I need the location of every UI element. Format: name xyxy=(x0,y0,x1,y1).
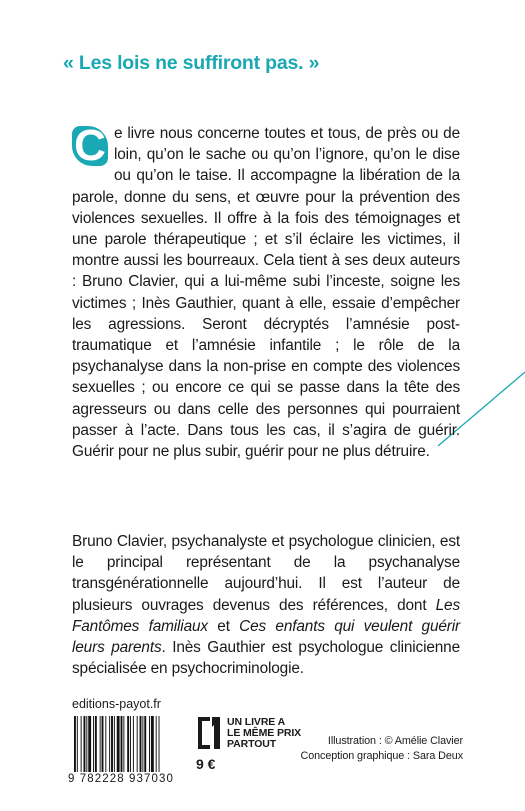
book-title-1: Les Fantômes familiaux xyxy=(72,596,460,635)
illustration-credit: Illustration : © Amélie Clavier xyxy=(327,735,463,747)
same-price-label xyxy=(227,717,301,750)
book-title-2: Ces enfants qui veulent guérir leurs parents xyxy=(72,617,460,657)
drop-cap: C xyxy=(72,126,108,166)
author-bio-text-1: Bruno Clavier, psychanalyste et psychologue clinicien, est le principal représentant de la psychanalyse transgénérationnelle aujourd’hui. Il est l’auteur de plusieurs ouvrages devenus des références, dont xyxy=(72,533,460,614)
same-price-line-3: PARTOUT xyxy=(227,738,277,750)
design-credit: Conception graphique : Sara Deux xyxy=(300,750,463,762)
author-bio-text-3: . Inès Gauthier est psychologue clinicienne spécialisée en psychocriminologie. xyxy=(72,639,460,678)
author-bio xyxy=(72,531,460,679)
main-description-text: e livre nous concerne toutes et tous, de près ou de loin, qu’on le sache ou qu’on l’ignore, qu’on le dise ou qu’on le taise. Il accompagne la libération de la parole, donne du sens, et œuvre pour la prévention des violences sexuelles. Il offre à la fois des témoignages et une parole thérapeutique ; et s’il éclaire les victimes, il montre aussi les bourreaux. Cela tient à ses deux auteurs : Bruno Clavier, qui a lui-même subi l’inceste, soigne les victimes ; Inès Gauthier, quant à elle, essaie d’empêcher les agressions. Seront décryptés l’amnésie post-traumatique et l’amnésie infantile ; le rôle de la psychanalyse dans la non-prise en compte des violences sexuelles ; ou encore ce qui se passe dans la tête des agresseurs ou dans celle des personnes qui pourraient passer à l’acte. Dans tous les cas, il s’agira de guérir. Guérir pour ne plus subir, guérir pour ne plus détruire. xyxy=(72,125,460,461)
same-price-line-1: UN LIVRE A xyxy=(227,716,286,728)
credits xyxy=(301,734,463,764)
same-price-line-2: LE MÊME PRIX xyxy=(227,727,302,739)
barcode-digits: 9 782228 937030 xyxy=(68,773,175,785)
back-cover-quote: « Les lois ne suffiront pas. » xyxy=(63,52,320,74)
author-bio-text-2: et xyxy=(207,617,240,635)
barcode xyxy=(72,716,188,774)
price: 9 € xyxy=(196,756,216,772)
publisher-logo-icon xyxy=(196,715,222,751)
publisher-website: editions-payot.fr xyxy=(72,697,161,711)
main-description xyxy=(72,123,460,462)
